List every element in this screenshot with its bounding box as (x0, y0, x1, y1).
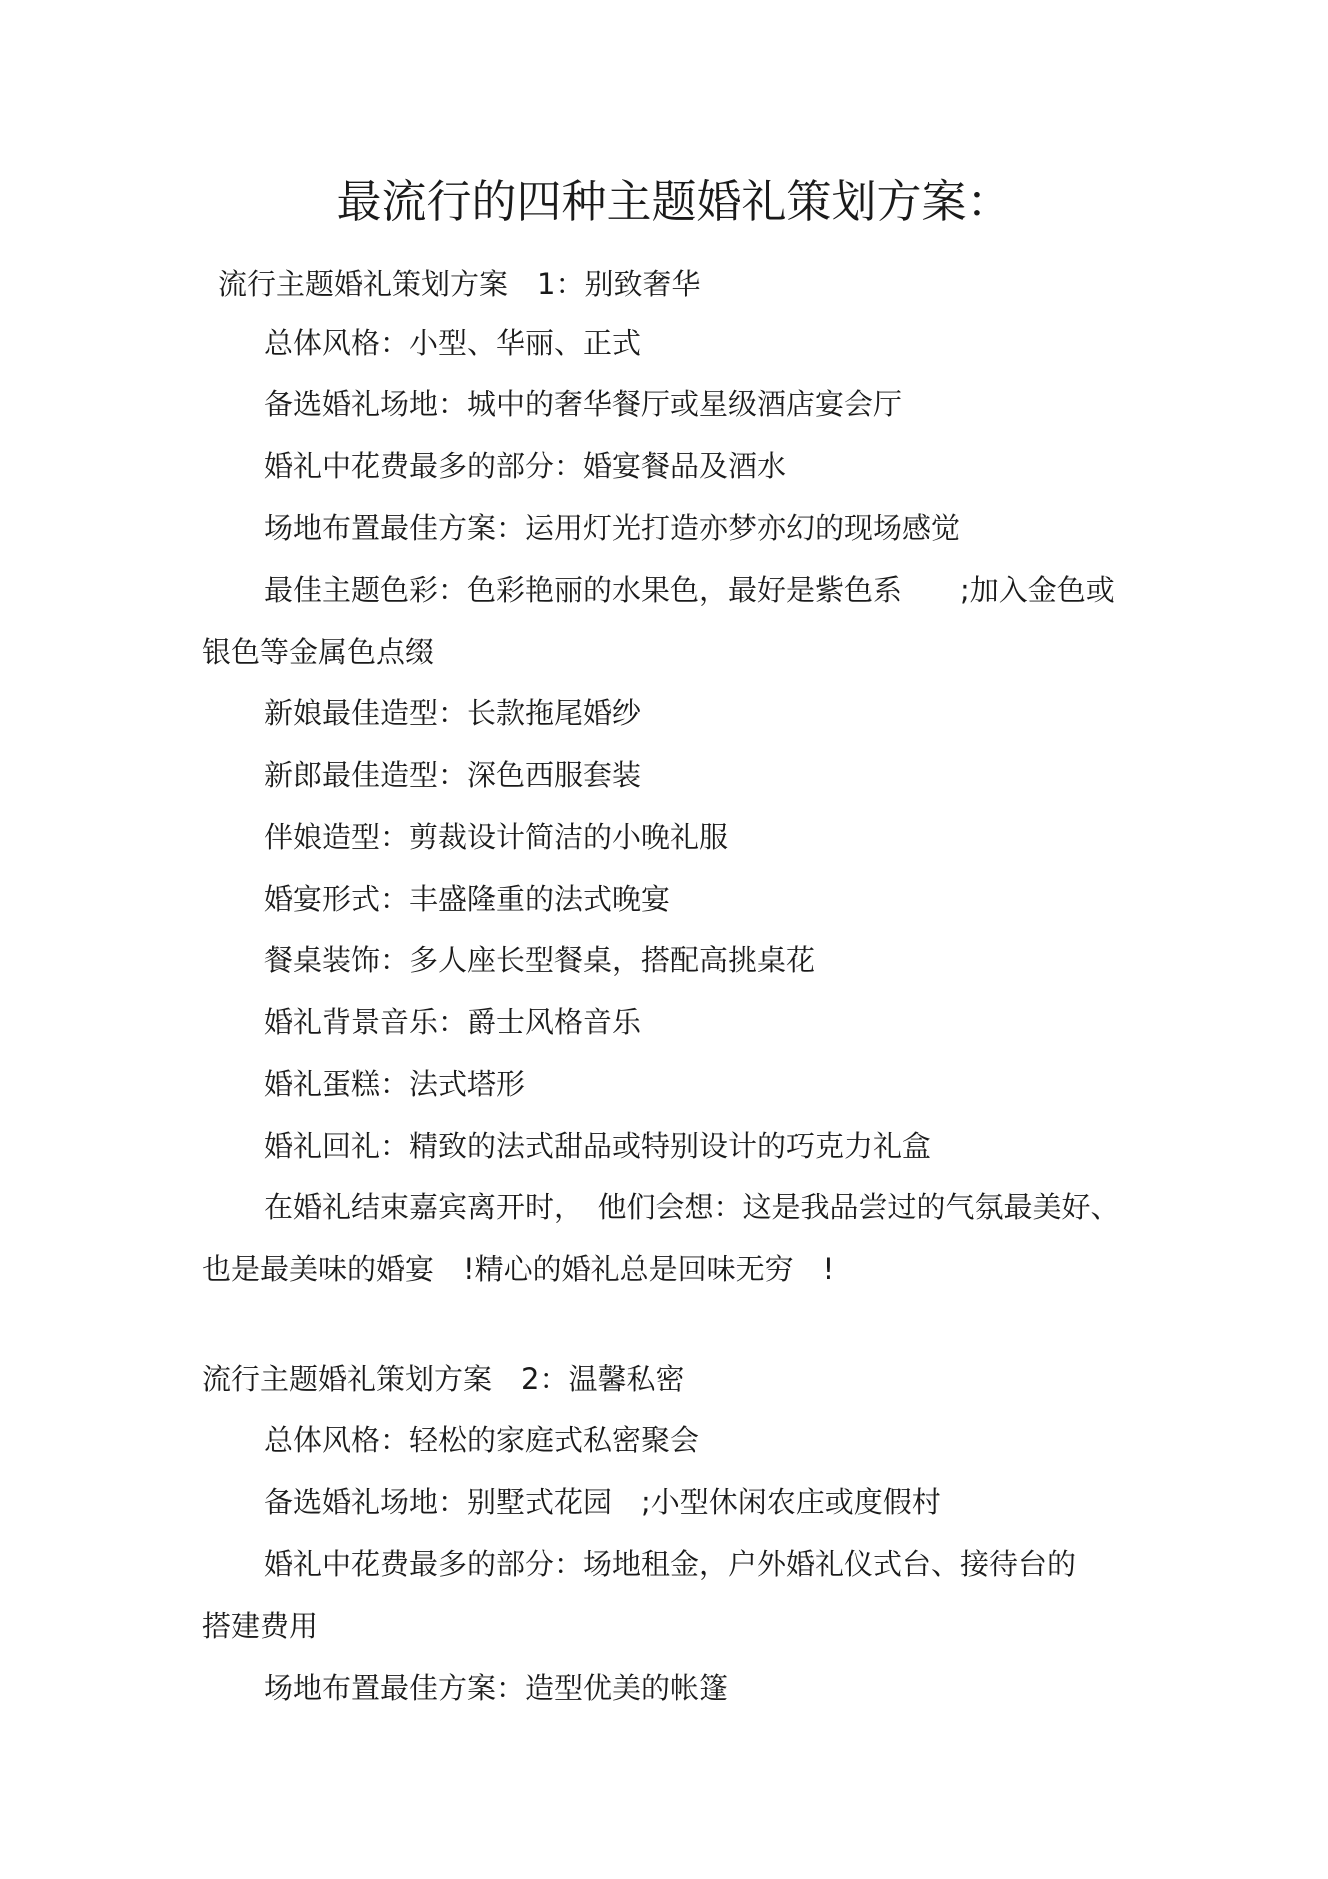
section1-item-groom-look: 新郎最佳造型：深色西服套装 (264, 758, 642, 792)
section1-item-theme-color-continued: 银色等金属色点缀 (202, 635, 435, 669)
section2-item-decoration: 场地布置最佳方案：造型优美的帐篷 (264, 1671, 729, 1705)
section1-item-table-decor: 餐桌装饰：多人座长型餐桌，搭配高挑桌花 (264, 943, 816, 977)
section1-item-favors: 婚礼回礼：精致的法式甜品或特别设计的巧克力礼盒 (264, 1129, 932, 1163)
section2-heading: 流行主题婚礼策划方案 2：温馨私密 (202, 1362, 685, 1396)
section1-closing: 在婚礼结束嘉宾离开时， 他们会想：这是我品尝过的气氛最美好、 (264, 1190, 1120, 1224)
section1-item-banquet-form: 婚宴形式：丰盛隆重的法式晚宴 (264, 882, 671, 916)
document-title: 最流行的四种主题婚礼策划方案： (336, 175, 1012, 228)
section2-item-venue: 备选婚礼场地：别墅式花园 ;小型休闲农庄或度假村 (264, 1485, 941, 1519)
section1-item-music: 婚礼背景音乐：爵士风格音乐 (264, 1005, 642, 1039)
section1-item-overall-style: 总体风格：小型、华丽、正式 (264, 326, 642, 360)
section1-item-theme-color: 最佳主题色彩：色彩艳丽的水果色，最好是紫色系 ;加入金色或 (264, 573, 1115, 607)
section2-item-biggest-cost: 婚礼中花费最多的部分：场地租金，户外婚礼仪式台、接待台的 (264, 1547, 1077, 1581)
section1-item-bridesmaid-look: 伴娘造型：剪裁设计简洁的小晚礼服 (264, 820, 729, 854)
section1-item-biggest-cost: 婚礼中花费最多的部分：婚宴餐品及酒水 (264, 449, 787, 483)
section2-item-overall-style: 总体风格：轻松的家庭式私密聚会 (264, 1423, 700, 1457)
section1-closing-continued: 也是最美味的婚宴 !精心的婚礼总是回味无穷 ! (202, 1252, 835, 1286)
section1-item-cake: 婚礼蛋糕：法式塔形 (264, 1067, 526, 1101)
section2-item-biggest-cost-continued: 搭建费用 (202, 1609, 319, 1643)
section1-item-decoration: 场地布置最佳方案：运用灯光打造亦梦亦幻的现场感觉 (264, 511, 961, 545)
section1-heading: 流行主题婚礼策划方案 1：别致奢华 (218, 267, 701, 301)
section1-item-bride-look: 新娘最佳造型：长款拖尾婚纱 (264, 696, 642, 730)
section1-item-venue: 备选婚礼场地：城中的奢华餐厅或星级酒店宴会厅 (264, 387, 903, 421)
